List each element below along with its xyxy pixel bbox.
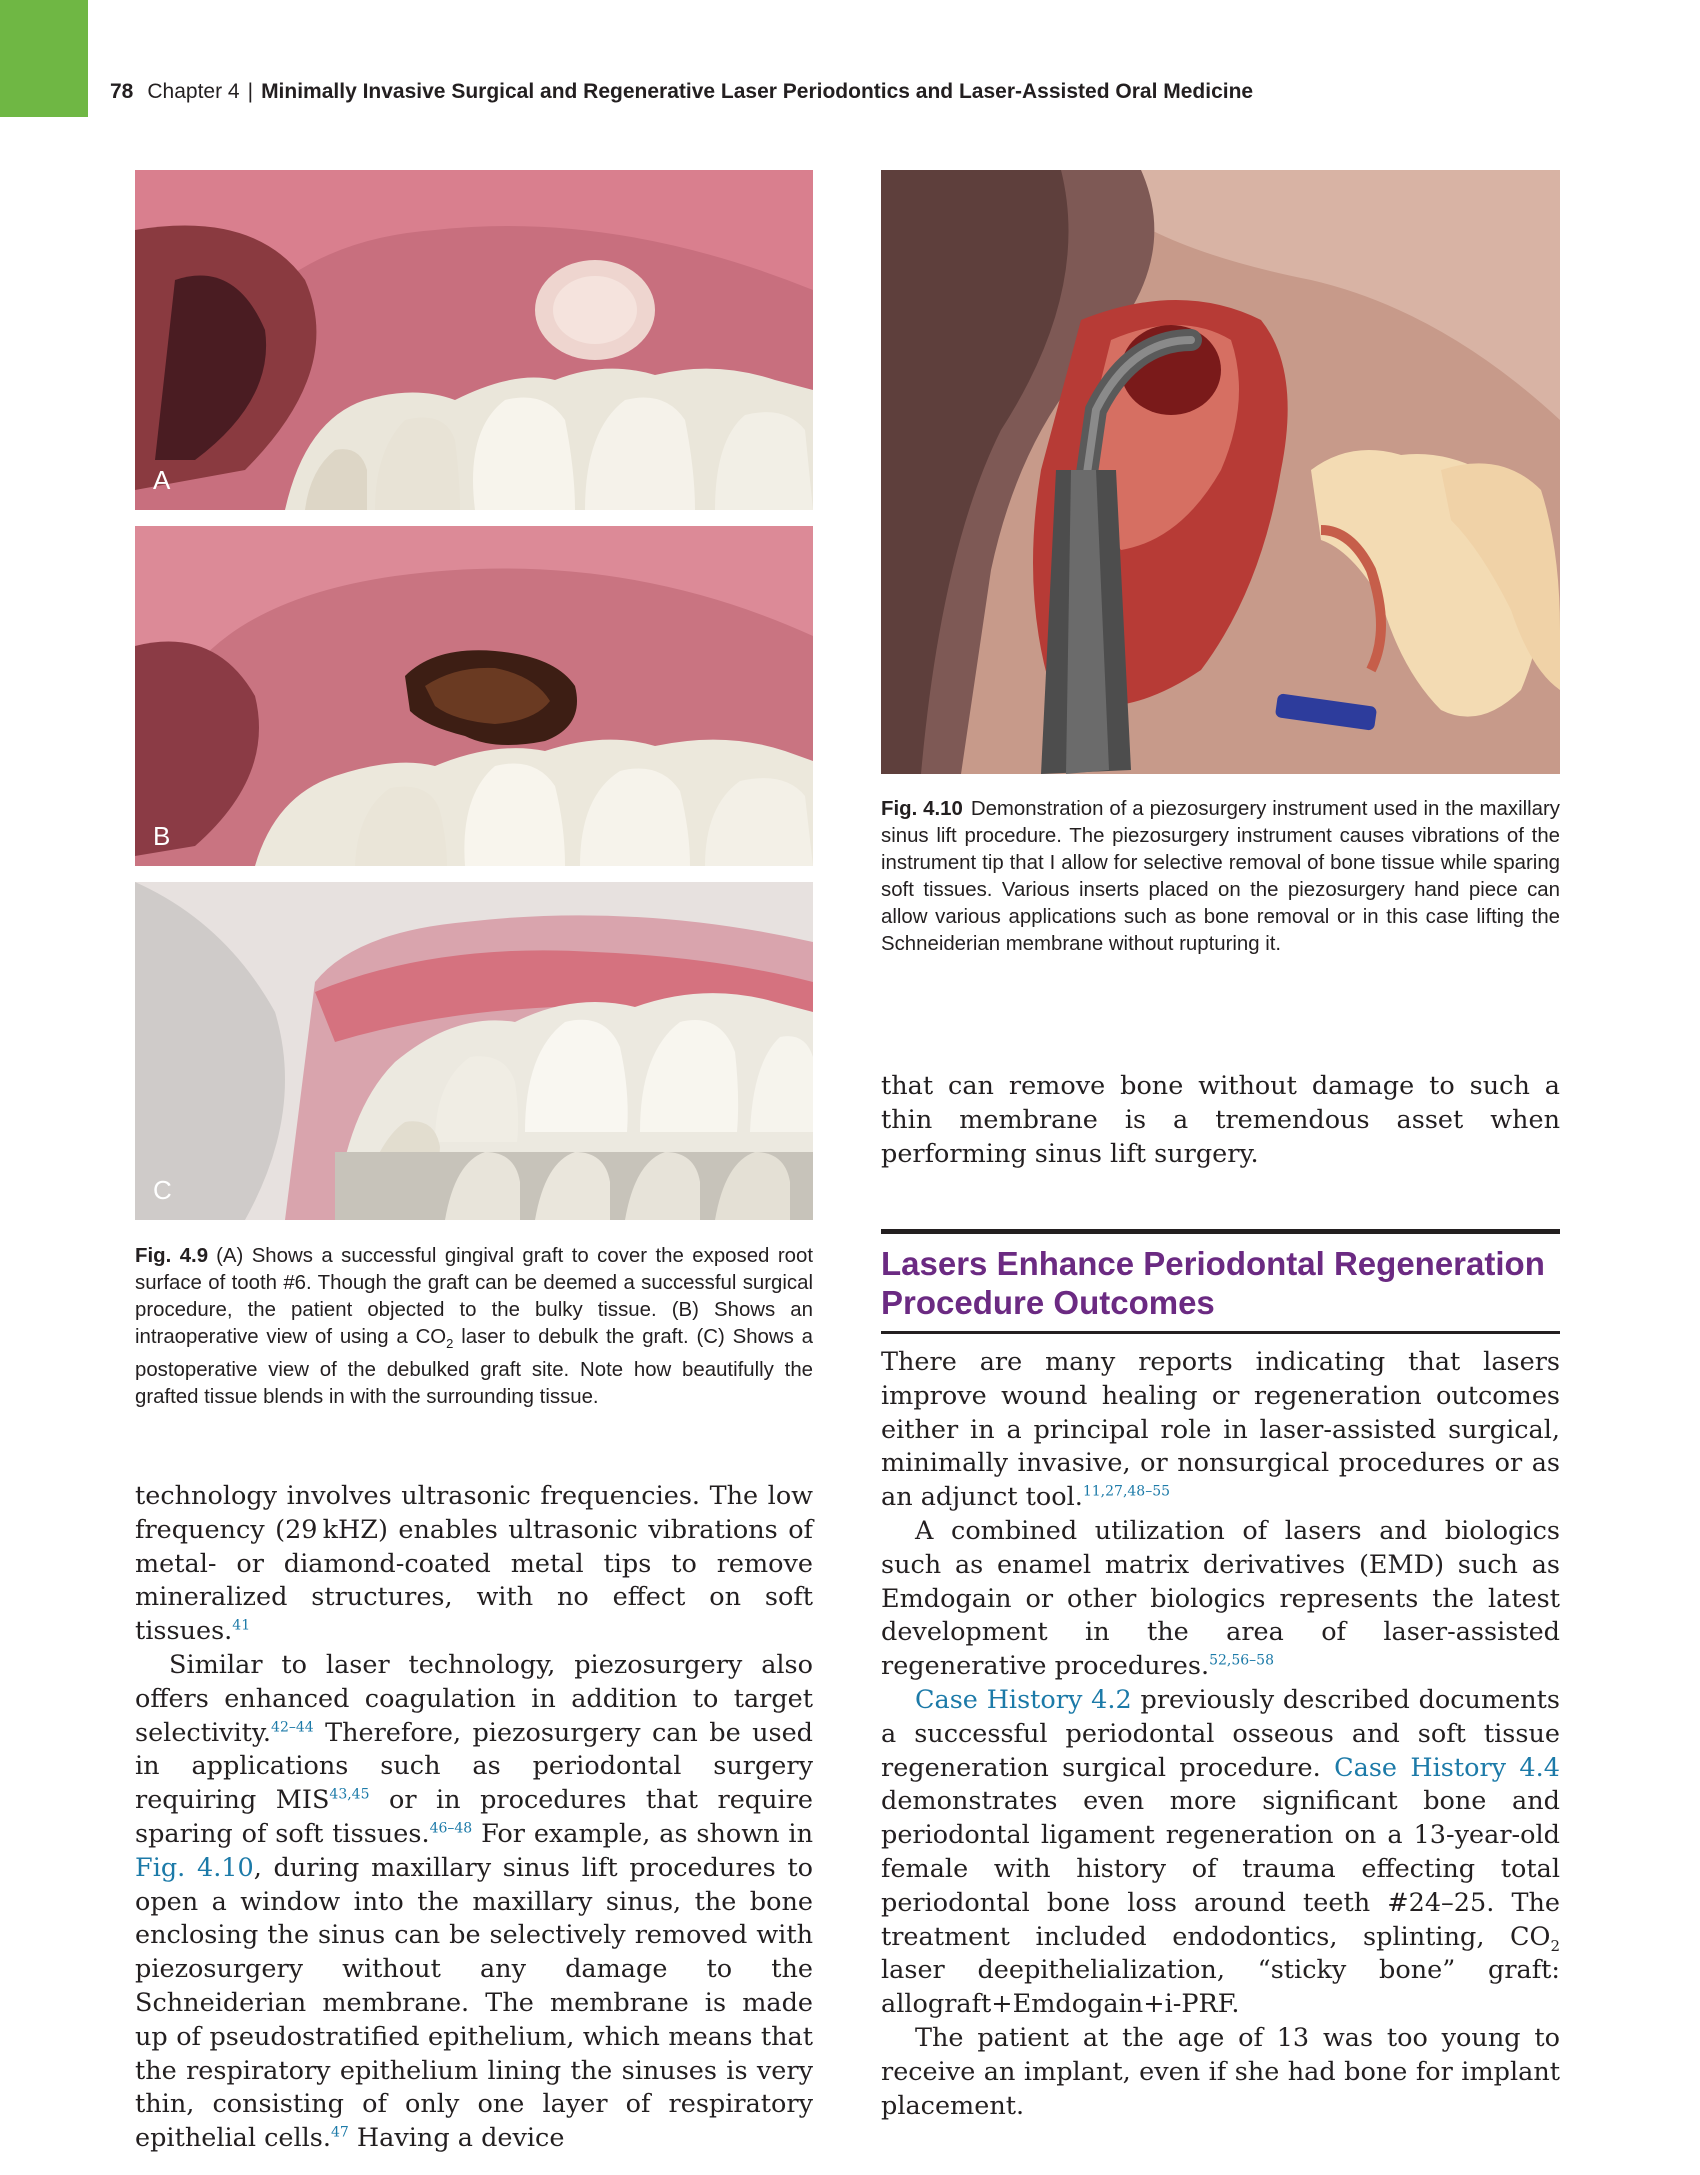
- right-p2-text: A combined utilization of lasers and biologics such as enamel matrix derivatives (EMD) such as Emdogain or other biologics represents the latest development in the area of laser-assisted regenerative procedures.: [881, 1515, 1560, 1682]
- right-continuation-text: that can remove bone without damage to such a thin membrane is a tremendous asset when performing sinus lift surgery.: [881, 1071, 1560, 1169]
- panel-label-a: A: [153, 465, 171, 495]
- chapter-label: Chapter 4: [147, 80, 240, 103]
- left-p2-text-f: Having a device: [348, 2123, 565, 2154]
- fig-4-9-caption: [135, 1243, 813, 1411]
- section-rule-bottom: [881, 1331, 1560, 1334]
- fig-4-9-label: Fig. 4.9: [135, 1245, 209, 1267]
- fig-4-10-photo: [881, 170, 1560, 774]
- citation-43-45[interactable]: 43,45: [329, 1786, 370, 1803]
- right-paragraph-1: [881, 1346, 1560, 1515]
- left-body-column: [135, 1480, 813, 2156]
- fig-4-9-caption-part2: laser to debulk the graft. (C) Shows a postoperative view of the debulked graft site. Note how beautifully the grafted tissue blends in with the surrounding tissue.: [135, 1326, 813, 1409]
- fig-4-10-link[interactable]: Fig. 4.10: [135, 1852, 254, 1883]
- section-heading: Lasers Enhance Periodontal Regeneration Procedure Outcomes: [881, 1245, 1545, 1321]
- fig-4-9-panel-a: [135, 170, 813, 510]
- left-paragraph-2: [135, 1649, 813, 2156]
- left-p1-text: technology involves ultrasonic frequencies. The low frequency (29 kHZ) enables ultrasonic vibrations of metal- or diamond-coated metal tips to remove mineralized structures, with no effect on soft tissues.: [135, 1481, 813, 1647]
- fig-4-10-label: Fig. 4.10: [881, 798, 963, 820]
- right-paragraph-2: [881, 1515, 1560, 1684]
- panel-label-b: B: [153, 821, 171, 851]
- right-p3-text-a: previously described documents a successful periodontal osseous and soft tissue regeneration surgical procedure.: [881, 1684, 1560, 1783]
- case-history-4-4-link[interactable]: Case History 4.4: [1334, 1752, 1560, 1783]
- fig-4-9-caption-part1: (A) Shows a successful gingival graft to cover the exposed root surface of tooth #6. Though the graft can be deemed a successful surgical procedure, the patient objected to the bulky tissue. (B) Shows an intraoperative view of using a CO: [135, 1245, 813, 1348]
- fig-4-10-caption-text: Demonstration of a piezosurgery instrument used in the maxillary sinus lift procedure. The piezosurgery instrument causes vibrations of the instrument tip that I allow for selective removal of bone tissue while sparing soft tissues. Various inserts placed on the piezosurgery hand piece can allow various applications such as bone removal or in this case lifting the Schneiderian membrane without rupturing it.: [881, 798, 1560, 955]
- citation-46-48[interactable]: 46–48: [429, 1820, 473, 1837]
- page-number: 78: [110, 80, 134, 103]
- left-paragraph-1: [135, 1480, 813, 1649]
- section-rule-top: [881, 1229, 1560, 1234]
- fig-4-9-panel-c: [135, 882, 813, 1220]
- chapter-color-tab: [0, 0, 88, 117]
- case-history-4-2-link[interactable]: Case History 4.2: [915, 1684, 1132, 1715]
- fig-4-9-panel-b: [135, 526, 813, 866]
- right-p4-text: The patient at the age of 13 was too young to receive an implant, even if she had bone for implant placement.: [881, 2022, 1560, 2121]
- co2-subscript: 2: [1550, 1936, 1560, 1955]
- left-p2-text-e: , during maxillary sinus lift procedures to open a window into the maxillary sinus, the bone enclosing the sinus can be selectively removed with piezosurgery without any damage to the Schneiderian membrane. The membrane is made up of pseudostratified epithelium, which means that the respiratory epithelium lining the sinuses is very thin, consisting of only one layer of respiratory epithelial cells.: [135, 1852, 813, 2154]
- right-p1-text: There are many reports indicating that lasers improve wound healing or regeneration outcomes either in a principal role in laser-assisted surgical, minimally invasive, or nonsurgical procedures or as an adjunct tool.: [881, 1347, 1560, 1513]
- right-continuation: [881, 1070, 1560, 1171]
- laser-debulk-photo: [135, 526, 813, 866]
- right-body-column: [881, 1346, 1560, 2123]
- gingival-graft-photo: [135, 170, 813, 510]
- left-p2-text-d: For example, as shown in: [472, 1818, 813, 1849]
- piezosurgery-instrument-photo: [881, 170, 1560, 774]
- running-header: [110, 80, 1253, 104]
- panel-label-c: C: [153, 1175, 172, 1205]
- header-separator: |: [247, 80, 254, 103]
- citation-52-56-58[interactable]: 52,56–58: [1209, 1652, 1274, 1669]
- left-p2-text-c: or in procedures that require sparing of soft tissues.: [135, 1785, 813, 1849]
- right-p3-text-b: demonstrates even more significant bone and periodontal ligament regeneration on a 13-year-old female with history of trauma effecting total periodontal bone loss around teeth #24–25. The treatment included endodontics, splinting, CO: [881, 1786, 1560, 1952]
- citation-47[interactable]: 47: [330, 2124, 349, 2141]
- citation-41[interactable]: 41: [232, 1617, 251, 1634]
- fig-4-9-caption-subscript: 2: [446, 1336, 454, 1352]
- right-p3-text-c: laser deepithelialization, “sticky bone” graft: allograft+Emdogain+i-PRF.: [881, 1955, 1560, 2020]
- chapter-title: Minimally Invasive Surgical and Regenerative Laser Periodontics and Laser-Assisted Oral Medicine: [261, 80, 1254, 103]
- postoperative-site-photo: [135, 882, 813, 1220]
- citation-11-27-48-55[interactable]: 11,27,48–55: [1082, 1483, 1171, 1500]
- left-p2-text-b: Therefore, piezosurgery can be used in applications such as periodontal surgery requiring MIS: [135, 1717, 813, 1816]
- fig-4-10-caption: [881, 796, 1560, 958]
- left-p2-text-a: Similar to laser technology, piezosurgery also offers enhanced coagulation in addition to target selectivity.: [135, 1649, 813, 1748]
- right-paragraph-4: [881, 2022, 1560, 2123]
- right-paragraph-3: [881, 1684, 1560, 2022]
- citation-42-44[interactable]: 42–44: [271, 1719, 314, 1736]
